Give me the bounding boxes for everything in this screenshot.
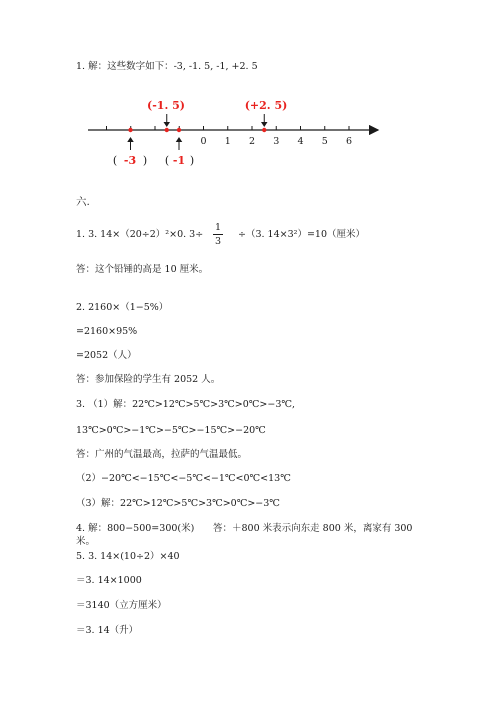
s6-q4-line1-left: 4. 解：800−500=300(米): [76, 523, 195, 534]
arrowhead-neg-3: [127, 137, 134, 142]
arrowhead-pos-2-5: [261, 122, 268, 127]
s6-q2-line2: =2160×95%: [76, 326, 138, 337]
point-neg-1: [177, 128, 181, 132]
q1-answer-text: 1. 解：这些数字如下：-3, -1. 5, -1, +2. 5: [76, 61, 258, 72]
label-neg-3-value: -3: [123, 154, 137, 167]
label-neg-1-open: (: [164, 154, 170, 167]
tick-label: 3: [273, 136, 280, 147]
s6-q4-line2: 米。: [76, 536, 96, 547]
arrowhead-neg-1: [176, 137, 183, 142]
label-neg-1-close: ): [189, 154, 195, 167]
label-neg-1-5: (-1. 5): [147, 99, 185, 112]
s6-q5-line3: ＝3140（立方厘米）: [76, 600, 167, 611]
s6-q1-right: ÷（3. 14×3²）=10（厘米）: [238, 229, 365, 240]
s6-q3-line1: 3. （1）解：22℃>12℃>5℃>3℃>0℃>−3℃,: [76, 399, 296, 410]
s6-q3-part3: （3）解：22℃>12℃>5℃>3℃>0℃>−3℃: [76, 498, 280, 509]
fraction-numerator: 1: [214, 222, 222, 233]
tick-label: 0: [200, 136, 207, 147]
point-pos-2-5: [262, 128, 266, 132]
s6-q5-line1: 5. 3. 14×(10÷2）×40: [76, 551, 180, 562]
point-neg-1-5: [165, 128, 169, 132]
s6-q2-answer: 答：参加保险的学生有 2052 人。: [76, 374, 221, 385]
s6-q3-line2: 13℃>0℃>−1℃>−5℃>−15℃>−20℃: [76, 425, 266, 436]
s6-q3-part2: （2）−20℃<−15℃<−5℃<−1℃<0℃<13℃: [76, 473, 291, 484]
s6-q3-answer1: 答：广州的气温最高，拉萨的气温最低。: [76, 449, 248, 460]
point-neg-3: [128, 128, 132, 132]
label-neg-1-value: -1: [172, 154, 186, 167]
tick-label: 2: [248, 136, 256, 147]
s6-q2-line1: 2. 2160×（1−5%）: [76, 302, 169, 313]
number-line-figure: [76, 92, 396, 176]
tick-label: 1: [224, 136, 231, 147]
s6-q4-line1-right: 答：＋800 米表示向东走 800 米，离家有 300: [213, 523, 413, 534]
s6-q5-line2: ＝3. 14×1000: [76, 575, 142, 586]
arrowhead-neg-1-5: [164, 122, 171, 127]
s6-q1-left: 1. 3. 14×（20÷2）²×0. 3÷: [76, 229, 204, 240]
label-neg-3-close: ): [142, 154, 148, 167]
s6-q2-line3: =2052（人）: [76, 350, 137, 361]
section-6-heading: 六.: [76, 196, 90, 208]
tick-label: 5: [321, 136, 328, 147]
fraction-bar: [213, 234, 223, 235]
label-neg-3-open: (: [112, 154, 118, 167]
number-line-tick-labels: [200, 136, 352, 147]
fraction-denominator: 3: [214, 236, 222, 247]
number-line-svg: [76, 92, 396, 176]
s6-q5-line4: ＝3. 14（升）: [76, 625, 139, 636]
tick-label: 4: [297, 136, 304, 147]
s6-q1-answer: 答：这个铅锤的高是 10 厘米。: [76, 264, 209, 275]
tick-label: 6: [345, 136, 353, 147]
label-pos-2-5: (+2. 5): [244, 99, 288, 112]
